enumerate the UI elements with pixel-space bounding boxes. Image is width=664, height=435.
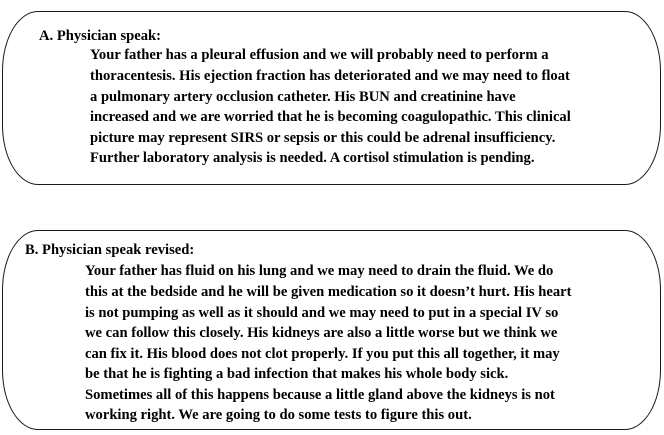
panel-b-text-line: this at the bedside and he will be given medication so it doesn’t hurt. His heart [85, 284, 572, 300]
panel-a-text-line: Further laboratory analysis is needed. A cortisol stimulation is pending. [90, 150, 535, 166]
panel-a-text-line: Your father has a pleural effusion and we will probably need to perform a [90, 47, 549, 63]
physician-speak-panel [2, 11, 661, 185]
panel-b-text-line: Your father has fluid on his lung and we may need to drain the fluid. We do [85, 263, 554, 279]
panel-b-text-line: is not pumping as well as it should and we may need to put in a special IV so [85, 305, 559, 321]
panel-a-text-line: picture may represent SIRS or sepsis or this could be adrenal insufficiency. [90, 130, 556, 146]
panel-b-heading: B. Physician speak revised: [25, 242, 195, 258]
panel-b-text-line: working right. We are going to do some tests to figure this out. [85, 407, 472, 423]
panel-b-text-line: be that he is fighting a bad infection that makes his whole body sick. [85, 366, 509, 382]
physician-speak-revised-panel [2, 230, 661, 430]
panel-b-text-line: Sometimes all of this happens because a little gland above the kidneys is not [85, 387, 555, 403]
panel-a-text-line: thoracentesis. His ejection fraction has deteriorated and we may need to float [90, 68, 570, 84]
panel-a-text-line: increased and we are worried that he is becoming coagulopathic. This clinical [90, 109, 571, 125]
panel-a-heading: A. Physician speak: [39, 28, 162, 44]
panel-b-text-line: we can follow this closely. His kidneys are also a little worse but we think we [85, 325, 558, 341]
panel-b-text-line: can fix it. His blood does not clot properly. If you put this all together, it may [85, 346, 560, 362]
panel-a-text-line: a pulmonary artery occlusion catheter. His BUN and creatinine have [90, 89, 516, 105]
